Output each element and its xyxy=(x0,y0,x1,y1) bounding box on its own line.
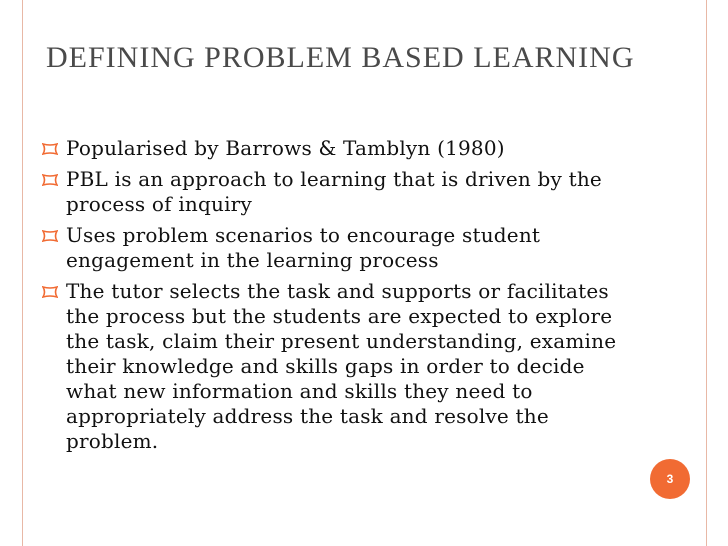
bullet-marker-icon xyxy=(42,143,58,155)
bullet-item xyxy=(42,167,632,217)
bullet-text: PBL is an approach to learning that is driven by the process of inquiry xyxy=(66,167,602,216)
frame-right-line xyxy=(706,0,707,546)
bullet-text: Popularised by Barrows & Tamblyn (1980) xyxy=(66,136,505,160)
bullet-marker-icon xyxy=(42,230,58,242)
bullet-marker-icon xyxy=(42,174,58,186)
bullet-text: Uses problem scenarios to encourage student engagement in the learning process xyxy=(66,223,541,272)
bullet-item xyxy=(42,136,632,161)
bullet-text: The tutor selects the task and supports or facilitates the process but the students are expected to explore the task, claim their present understanding, examine their knowledge and skills gaps in order to decide what new information and skills they need to appropriately address the task and resolve the problem. xyxy=(66,279,617,453)
bullet-list xyxy=(42,136,632,460)
frame-left-line xyxy=(22,0,23,546)
slide-title: DEFINING PROBLEM BASED LEARNING xyxy=(46,41,635,74)
bullet-item xyxy=(42,223,632,273)
page-number-badge: 3 xyxy=(650,459,690,499)
bullet-marker-icon xyxy=(42,286,58,298)
bullet-item xyxy=(42,279,632,454)
